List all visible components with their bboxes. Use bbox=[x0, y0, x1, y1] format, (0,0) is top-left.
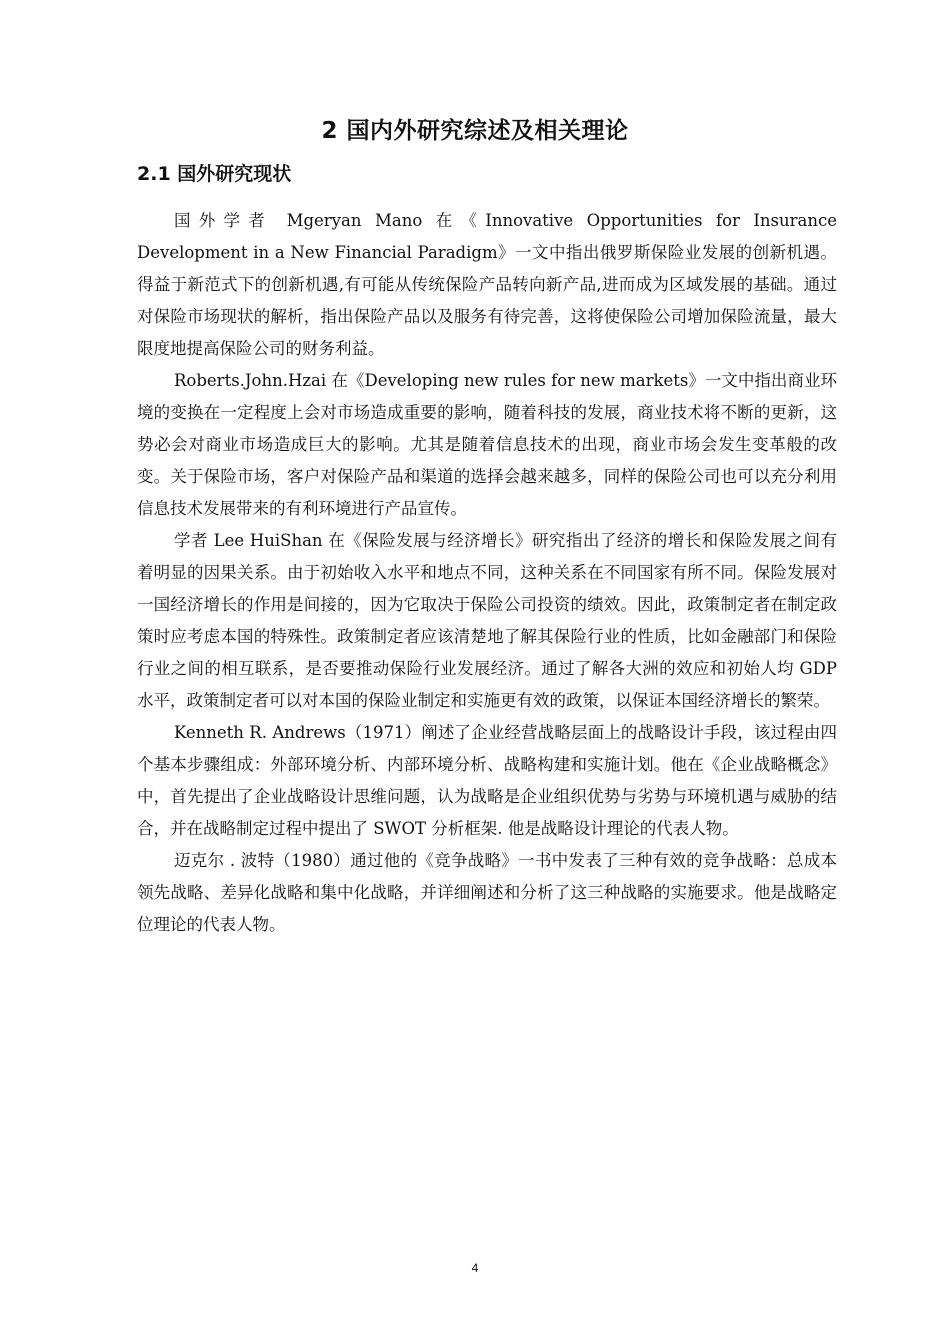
paragraph-porter: 迈克尔 . 波特（1980）通过他的《竞争战略》一书中发表了三种有效的竞争战略：总成本领先战略、差异化战略和集中化战略，并详细阐述和分析了这三种战略的实施要求。他是战略定位理论的代表人物。 bbox=[137, 851, 837, 934]
chapter-title: 2 国内外研究综述及相关理论 bbox=[321, 118, 629, 144]
paragraph-andrews: Kenneth R. Andrews（1971）阐述了企业经营战略层面上的战略设计手段，该过程由四个基本步骤组成：外部环境分析、内部环境分析、战略构建和实施计划。他在《企业战略概念》中，首先提出了企业战略设计思维问题，认为战略是企业组织优势与劣势与环境机遇与威胁的结合，并在战略制定过程中提出了 SWOT 分析框架. 他是战略设计理论的代表人物。 bbox=[137, 723, 837, 838]
document-body bbox=[137, 205, 837, 941]
page-number: 4 bbox=[471, 1261, 479, 1275]
paragraph-roberts: Roberts.John.Hzai 在《Developing new rules for new markets》一文中指出商业环境的变换在一定程度上会对市场造成重要的影响，随着科技的发展，商业技术将不断的更新，这势必会对商业市场造成巨大的影响。尤其是随着信息技术的出现，商业市场会发生变革般的改变。关于保险市场，客户对保险产品和渠道的选择会越来越多，同样的保险公司也可以充分利用信息技术发展带来的有利环境进行产品宣传。 bbox=[137, 371, 837, 518]
paragraph-lee: 学者 Lee HuiShan 在《保险发展与经济增长》研究指出了经济的增长和保险发展之间有着明显的因果关系。由于初始收入水平和地点不同，这种关系在不同国家有所不同。保险发展对一国经济增长的作用是间接的，因为它取决于保险公司投资的绩效。因此，政策制定者在制定政策时应考虑本国的特殊性。政策制定者应该清楚地了解其保险行业的性质，比如金融部门和保险行业之间的相互联系，是否要推动保险行业发展经济。通过了解各大洲的效应和初始人均 GDP 水平，政策制定者可以对本国的保险业制定和实施更有效的政策，以保证本国经济增长的繁荣。 bbox=[137, 531, 837, 710]
paragraph-mano: 国外学者 Mgeryan Mano 在《Innovative Opportunities for Insurance Development in a New Financial Paradigm》一文中指出俄罗斯保险业发展的创新机遇。得益于新范式下的创新机遇,有可能从传统保险产品转向新产品,进而成为区域发展的基础。通过对保险市场现状的解析，指出保险产品以及服务有待完善，这将使保险公司增加保险流量，最大限度地提高保险公司的财务利益。 bbox=[137, 211, 837, 358]
section-heading: 2.1 国外研究现状 bbox=[137, 163, 292, 185]
